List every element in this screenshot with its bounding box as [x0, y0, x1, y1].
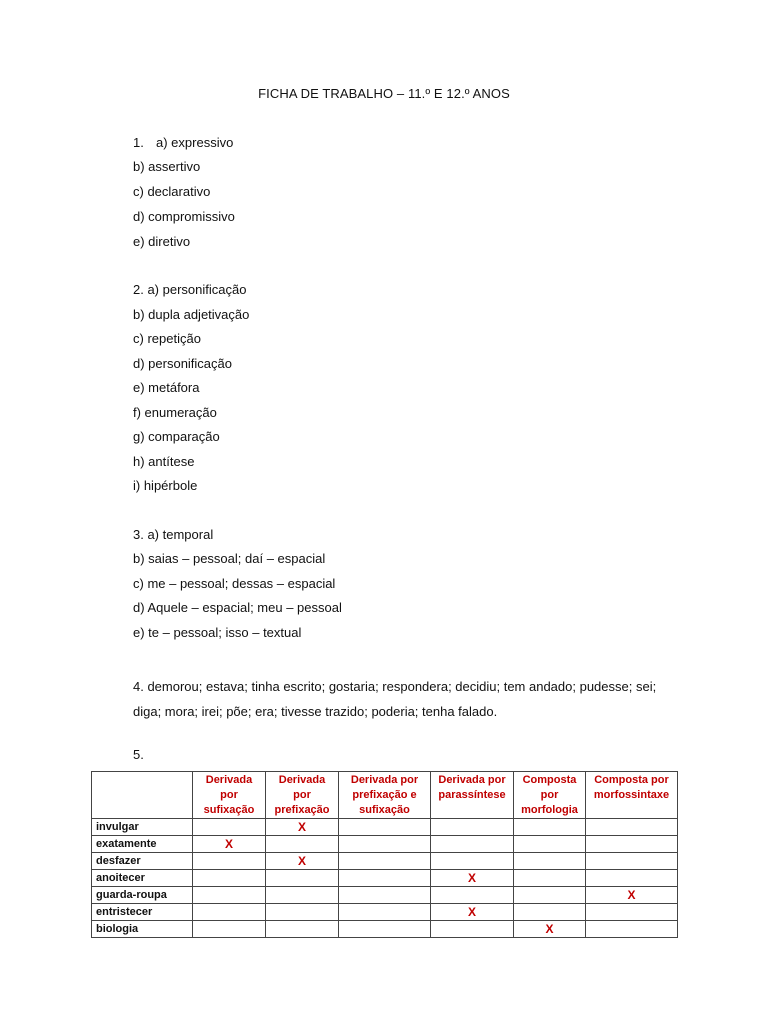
table-header-row — [92, 772, 678, 819]
header-sufixacao: Derivada por sufixação — [193, 772, 266, 819]
q2-item-g: g) comparação — [133, 429, 220, 444]
row-mark — [586, 921, 678, 938]
row-mark — [431, 921, 514, 938]
row-mark — [193, 887, 266, 904]
row-word: biologia — [92, 921, 193, 938]
row-mark: X — [514, 921, 586, 938]
row-mark — [586, 904, 678, 921]
row-mark — [586, 819, 678, 836]
table-row — [92, 836, 678, 853]
q1-number: 1. — [133, 135, 144, 150]
row-mark — [339, 836, 431, 853]
row-mark — [266, 836, 339, 853]
table-row — [92, 853, 678, 870]
q2-item-f: f) enumeração — [133, 405, 217, 420]
row-mark — [431, 819, 514, 836]
row-word: anoitecer — [92, 870, 193, 887]
row-mark: X — [586, 887, 678, 904]
q1-item-d: d) compromissivo — [133, 209, 235, 224]
header-composta-morfologia: Composta por morfologia — [514, 772, 586, 819]
row-mark — [514, 887, 586, 904]
row-mark — [514, 904, 586, 921]
table-row — [92, 887, 678, 904]
row-mark — [586, 836, 678, 853]
row-mark: X — [431, 904, 514, 921]
q1-item-c: c) declarativo — [133, 184, 211, 199]
row-mark — [339, 887, 431, 904]
table-row — [92, 819, 678, 836]
q5-number: 5. — [133, 747, 144, 762]
row-mark — [266, 921, 339, 938]
q2-item-c: c) repetição — [133, 331, 201, 346]
row-word: guarda-roupa — [92, 887, 193, 904]
row-mark — [339, 819, 431, 836]
q1-item-b: b) assertivo — [133, 159, 201, 174]
table-row — [92, 870, 678, 887]
q2-item-i: i) hipérbole — [133, 478, 198, 493]
q2-item-h: h) antítese — [133, 454, 195, 469]
row-mark: X — [266, 819, 339, 836]
row-mark — [431, 836, 514, 853]
row-mark — [431, 887, 514, 904]
q3-item-c: c) me – pessoal; dessas – espacial — [133, 576, 336, 591]
q2-item-b: b) dupla adjetivação — [133, 307, 250, 322]
q4-answer: 4. demorou; estava; tinha escrito; gostaria; respondera; decidiu; tem andado; pudesse; sei; diga; mora; irei; põe; era; tivesse trazido; poderia; tenha falado. — [133, 679, 657, 719]
header-composta-morfossintaxe: Composta por morfossintaxe — [586, 772, 678, 819]
row-word: desfazer — [92, 853, 193, 870]
table-row — [92, 904, 678, 921]
q3-item-d: d) Aquele – espacial; meu – pessoal — [133, 600, 342, 615]
table-row — [92, 921, 678, 938]
q3-item-b: b) saias – pessoal; daí – espacial — [133, 551, 326, 566]
row-mark: X — [193, 836, 266, 853]
row-mark — [193, 853, 266, 870]
row-mark — [193, 819, 266, 836]
row-mark — [339, 870, 431, 887]
row-mark — [431, 853, 514, 870]
row-mark — [193, 921, 266, 938]
row-mark: X — [266, 853, 339, 870]
row-mark: X — [431, 870, 514, 887]
row-mark — [193, 904, 266, 921]
word-formation-table — [91, 771, 678, 938]
row-mark — [266, 870, 339, 887]
header-empty — [92, 772, 193, 819]
q1-item-e: e) diretivo — [133, 234, 191, 249]
row-mark — [339, 921, 431, 938]
q2-item-e: e) metáfora — [133, 380, 200, 395]
row-mark — [266, 887, 339, 904]
q2-item-d: d) personificação — [133, 356, 232, 371]
row-mark — [514, 836, 586, 853]
row-mark — [514, 819, 586, 836]
q1-item-a-text: a) expressivo — [156, 135, 234, 150]
row-mark — [266, 904, 339, 921]
row-mark — [586, 853, 678, 870]
row-mark — [514, 870, 586, 887]
row-mark — [193, 870, 266, 887]
row-word: exatamente — [92, 836, 193, 853]
page-title: FICHA DE TRABALHO – 11.º E 12.º ANOS — [258, 86, 510, 101]
header-prefixacao: Derivada por prefixação — [266, 772, 339, 819]
q3-item-a: 3. a) temporal — [133, 527, 214, 542]
row-word: invulgar — [92, 819, 193, 836]
q2-item-a: 2. a) personificação — [133, 282, 247, 297]
q1-item-a — [133, 135, 233, 150]
row-mark — [514, 853, 586, 870]
row-mark — [339, 853, 431, 870]
header-prefixacao-sufixacao: Derivada por prefixação e sufixação — [339, 772, 431, 819]
row-mark — [586, 870, 678, 887]
row-mark — [339, 904, 431, 921]
row-word: entristecer — [92, 904, 193, 921]
header-parassintese: Derivada por parassíntese — [431, 772, 514, 819]
q3-item-e: e) te – pessoal; isso – textual — [133, 625, 302, 640]
